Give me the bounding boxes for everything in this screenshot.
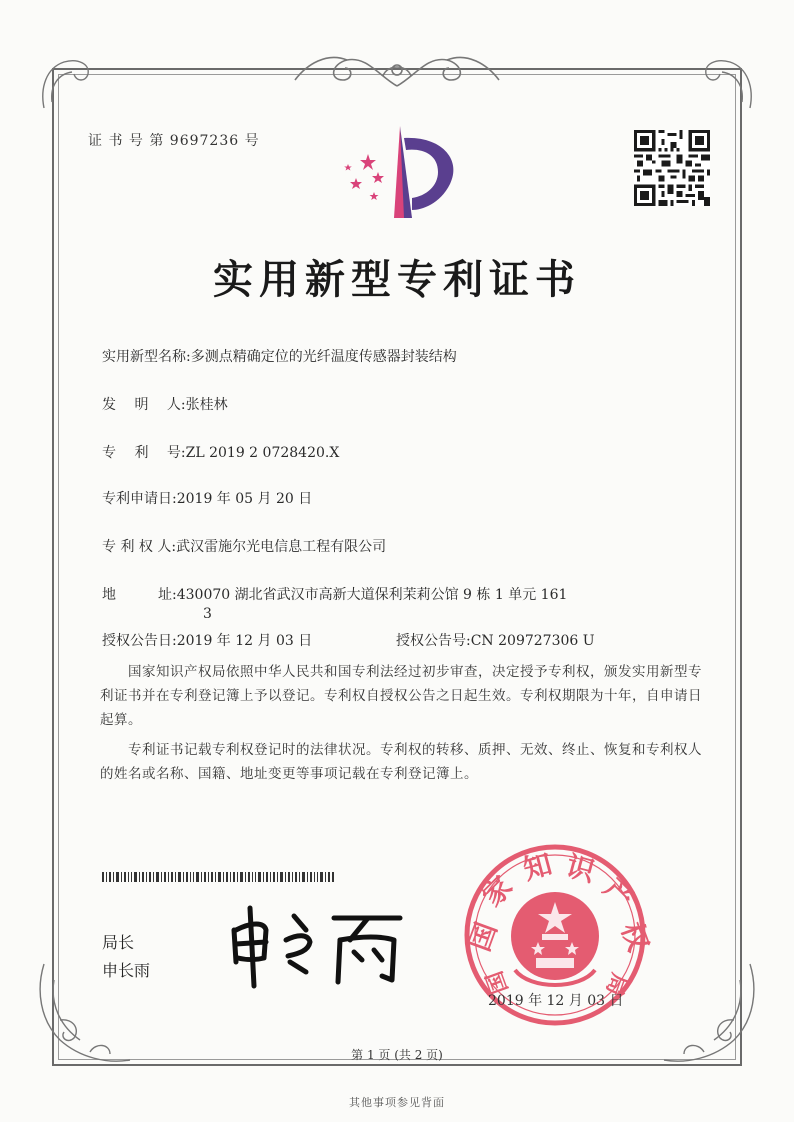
qr-code-icon[interactable] <box>634 130 710 206</box>
footer-note: 其他事项参见背面 <box>349 1096 445 1109</box>
address-line-1: 430070 湖北省武汉市高新大道保利茉莉公馆 9 栋 1 单元 161 <box>176 587 568 603</box>
utility-model-name-label: 实用新型名称: <box>102 349 191 365</box>
grant-date-label: 授权公告日: <box>102 633 177 649</box>
grant-number-value: CN 209727306 U <box>470 633 595 649</box>
paragraph-legal-status: 专利证书记载专利权登记时的法律状况。专利权的转移、质押、无效、终止、恢复和专利权人的姓名或名称、国籍、地址变更等事项记载在专利登记簿上。 <box>100 742 702 782</box>
director-name: 申长雨 <box>102 961 151 980</box>
patent-office-logo-icon <box>338 124 468 224</box>
grant-number-row <box>396 630 595 650</box>
grant-number-label: 授权公告号: <box>396 633 471 649</box>
inventor-label: 发 明 人: <box>102 397 186 413</box>
patent-number-value: ZL 2019 2 0728420.X <box>185 445 340 461</box>
svg-text:国: 国 <box>462 917 504 956</box>
address-line-2: 3 <box>203 606 212 622</box>
patentee-label: 专 利 权 人: <box>102 539 177 555</box>
certificate-number: 证 书 号 第 9697236 号 <box>88 133 260 149</box>
certificate-title: 实用新型专利证书 <box>213 256 581 303</box>
corner-ornament-top-right-icon <box>700 52 760 112</box>
svg-text:知: 知 <box>519 847 556 887</box>
svg-text:家: 家 <box>475 869 519 913</box>
handwritten-signature-icon <box>222 900 412 990</box>
filing-date-value: 2019 年 05 月 20 日 <box>176 491 313 507</box>
filing-date-row <box>102 488 312 508</box>
address-row <box>102 584 567 604</box>
svg-text:识: 识 <box>562 849 599 889</box>
address-label: 地 址: <box>102 587 177 603</box>
patent-number-row <box>102 442 339 462</box>
top-ornament-icon <box>287 46 507 94</box>
svg-text:产: 产 <box>597 871 641 915</box>
corner-ornament-top-left-icon <box>34 52 94 112</box>
patentee-value: 武汉雷施尔光电信息工程有限公司 <box>176 539 387 555</box>
patentee-row <box>102 536 386 556</box>
barcode-icon <box>102 872 334 882</box>
svg-text:国: 国 <box>481 967 514 998</box>
filing-date-label: 专利申请日: <box>102 491 177 507</box>
patent-number-label: 专 利 号: <box>102 445 186 461</box>
inventor-row <box>102 394 228 414</box>
paragraph-grant-statement: 国家知识产权局依照中华人民共和国专利法经过初步审查，决定授予专利权，颁发实用新型专利证书并在专利登记簿上予以登记。专利权自授权公告之日起生效。专利权期限为十年，自申请日起算。 <box>100 664 702 728</box>
grant-date-row <box>102 630 312 650</box>
utility-model-name-row <box>102 346 457 366</box>
svg-text:局: 局 <box>600 969 633 1000</box>
svg-text:权: 权 <box>614 917 656 956</box>
grant-date-value: 2019 年 12 月 03 日 <box>176 633 313 649</box>
inventor-value: 张桂林 <box>185 397 228 413</box>
utility-model-name-value: 多测点精确定位的光纤温度传感器封装结构 <box>190 349 457 365</box>
seal-date: 2019 年 12 月 03 日 <box>488 993 624 1009</box>
director-title: 局长 <box>102 933 135 952</box>
page-number: 第 1 页 (共 2 页) <box>351 1048 443 1062</box>
